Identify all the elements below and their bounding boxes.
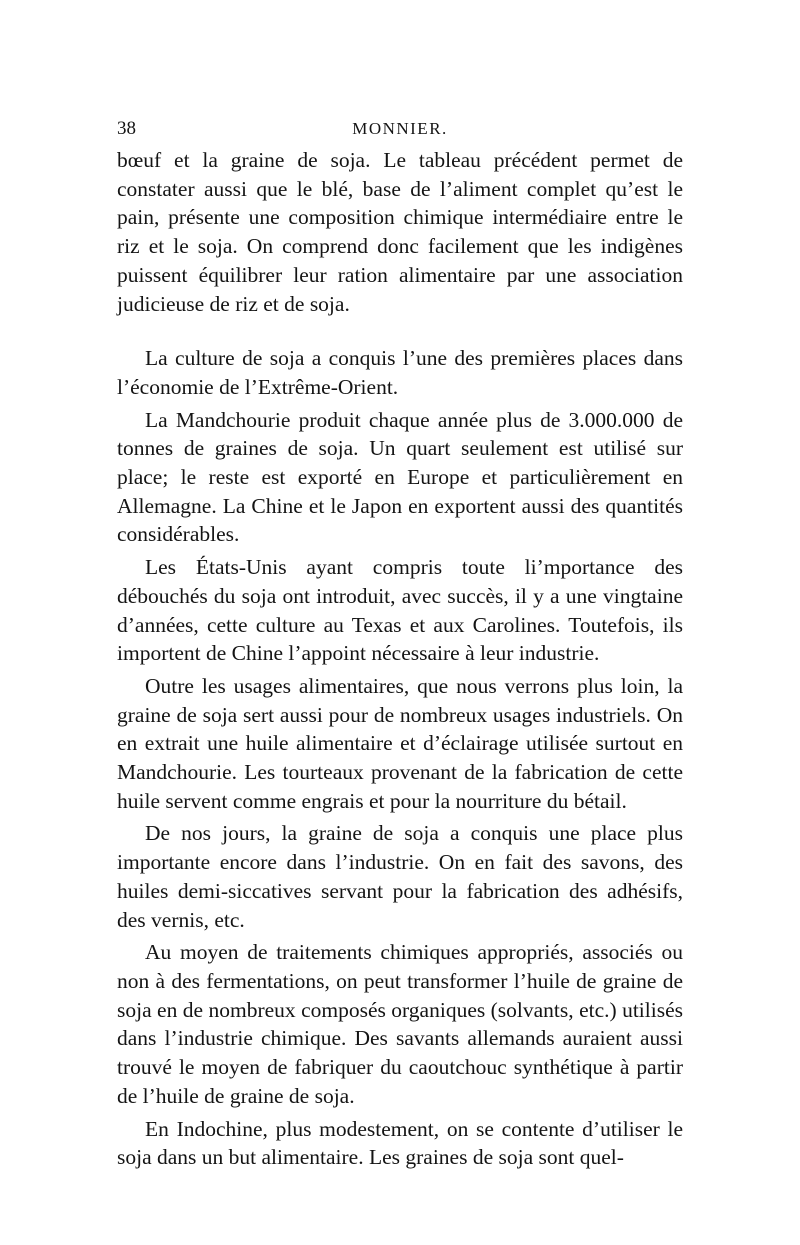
body-text [117,146,683,1172]
paragraph-etats-unis: Les États-Unis ayant compris toute li’mportance des débouchés du soja ont introduit, avec succès, il y a une vingtaine d’années, cette culture au Texas et aux Carolines. Toutefois, ils importent de Chine l’appoint nécessaire à leur industrie. [117,555,683,666]
running-head: MONNIER. [352,119,448,138]
page-header [117,118,683,142]
paragraph-traitements: Au moyen de traitements chimiques appropriés, associés ou non à des fermentations, on peut transformer l’huile de graine de soja en de nombreux composés organiques (solvants, etc.) utilisés dans l’industrie chimique. Des savants allemands auraient aussi trouvé le moyen de fabriquer du caoutchouc synthétique à partir de l’huile de graine de soja. [117,940,683,1108]
paragraph-usages: Outre les usages alimentaires, que nous verrons plus loin, la graine de soja sert aussi pour de nombreux usages industriels. On en extrait une huile alimentaire et d’éclairage utilisée surtout en Mandchourie. Les tourteaux provenant de la fabrication de cette huile servent comme engrais et pour la nourriture du bétail. [117,673,683,813]
paragraph-indochine: En Indochine, plus modestement, on se contente d’utiliser le soja dans un but alimentaire. Les graines de soja sont quel- [117,1116,683,1170]
paragraph-continuation: bœuf et la graine de soja. Le tableau précédent permet de constater aussi que le blé, base de l’aliment complet qu’est le pain, présente une composition chimique intermédiaire entre le riz et le soja. On comprend donc facilement que les indigènes puissent équilibrer leur ration alimentaire par une association judicieuse de riz et de soja. [117,148,683,316]
paragraph-mandchourie: La Mandchourie produit chaque année plus de 3.000.000 de tonnes de graines de soja. Un quart seulement est utilisé sur place; le reste est exporté en Europe et particulièrement en Allemagne. La Chine et le Japon en exportent aussi des quantités considérables. [117,407,683,547]
paragraph-culture: La culture de soja a conquis l’une des premières places dans l’économie de l’Extrême-Orient. [117,346,683,399]
page-number: 38 [117,118,136,139]
paragraph-industrie: De nos jours, la graine de soja a conquis une place plus importante encore dans l’industrie. On en fait des savons, des huiles demi-siccatives servant pour la fabrication des adhésifs, des vernis, etc. [117,821,683,932]
